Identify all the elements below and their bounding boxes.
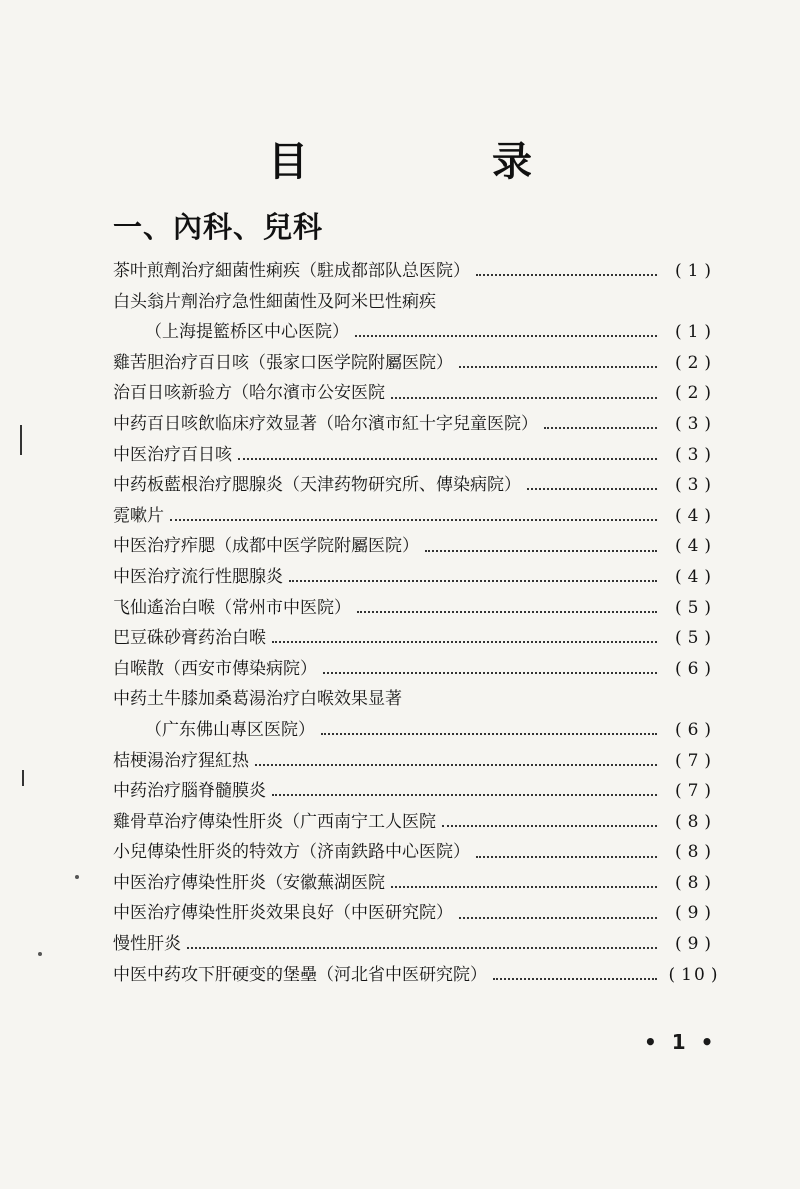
dot-leader <box>476 274 657 276</box>
dot-leader <box>442 825 657 827</box>
toc-entry-page: ( 8 ) <box>674 811 714 832</box>
toc-entry <box>113 684 725 715</box>
toc-entry-title: （广东佛山專区医院） <box>145 719 315 740</box>
toc-entry <box>113 776 725 807</box>
toc-entry-page: ( 8 ) <box>674 842 714 863</box>
toc-entry-title: 雞苦胆治疗百日咳（張家口医学院附屬医院） <box>113 352 453 373</box>
toc-entry-page: ( 4 ) <box>674 505 714 526</box>
toc-entry <box>113 593 725 624</box>
toc-entry-page: ( 4 ) <box>674 566 714 587</box>
toc-entry <box>113 623 725 654</box>
margin-mark <box>20 425 22 455</box>
toc-entry <box>113 409 725 440</box>
toc-entry-page-number: 4 <box>687 505 701 526</box>
toc-entry-title: 中医治疗百日咳 <box>113 444 232 465</box>
toc-entry-title: （上海提籃桥区中心医院） <box>145 322 349 343</box>
dot-leader <box>321 733 657 735</box>
dot-leader <box>187 947 657 949</box>
toc-entry-page-number: 3 <box>687 475 701 496</box>
toc-entry-page: ( 6 ) <box>674 658 714 679</box>
toc-entry <box>113 348 725 379</box>
toc-entry <box>113 746 725 777</box>
toc-entry <box>113 898 725 929</box>
toc-entry-page-number: 3 <box>687 444 701 465</box>
dot-leader <box>391 397 657 399</box>
toc-entry-title: 桔梗湯治疗猩紅热 <box>113 750 249 771</box>
toc-entry-page-number: 9 <box>687 903 701 924</box>
table-of-contents <box>113 256 725 990</box>
toc-entry-page-number: 5 <box>687 597 701 618</box>
toc-entry-page: ( 9 ) <box>674 934 714 955</box>
toc-entry-title: 中医中药攻下肝硬变的堡壘（河北省中医研究院） <box>113 964 487 985</box>
dot-leader <box>459 366 657 368</box>
toc-entry-page-number: 2 <box>687 352 701 373</box>
toc-entry-page: ( 3 ) <box>674 413 714 434</box>
dot-leader <box>289 580 657 582</box>
toc-entry-title: 中药土牛膝加桑葛湯治疗白喉效果显著 <box>113 689 402 710</box>
toc-entry-page: ( 6 ) <box>674 719 714 740</box>
toc-entry-title: 中医治疗流行性腮腺炎 <box>113 566 283 587</box>
toc-entry <box>113 470 725 501</box>
toc-entry-page: ( 7 ) <box>674 750 714 771</box>
toc-entry-page: ( 5 ) <box>674 628 714 649</box>
toc-entry-page: ( 2 ) <box>674 383 714 404</box>
toc-entry-title: 中医治疗痄腮（成都中医学院附屬医院） <box>113 536 419 557</box>
dot-leader <box>255 764 657 766</box>
dot-leader <box>459 917 657 919</box>
toc-entry-title: 中医治疗傳染性肝炎（安徽蕪湖医院 <box>113 872 385 893</box>
toc-entry-title: 慢性肝炎 <box>113 934 181 955</box>
toc-entry-page: ( 8 ) <box>674 872 714 893</box>
toc-entry-page-number: 9 <box>687 934 701 955</box>
toc-entry-title: 霓嗽片 <box>113 505 164 526</box>
toc-entry-page-number: 2 <box>687 383 701 404</box>
dot-leader <box>170 519 657 521</box>
toc-entry-page: ( 3 ) <box>674 475 714 496</box>
toc-entry-title: 茶叶煎劑治疗細菌性痢疾（駐成都部队总医院） <box>113 261 470 281</box>
toc-entry <box>113 715 725 746</box>
dot-leader <box>425 550 657 552</box>
toc-entry-title: 白头翁片劑治疗急性細菌性及阿米巴性痢疾 <box>113 291 436 312</box>
toc-entry-title: 中药板藍根治疗腮腺炎（天津药物研究所、傳染病院） <box>113 475 521 496</box>
toc-entry-page-number: 1 <box>687 261 701 281</box>
toc-entry-title: 中医治疗傳染性肝炎效果良好（中医研究院） <box>113 903 453 924</box>
dot-leader <box>527 488 657 490</box>
toc-entry-page-number: 8 <box>687 811 701 832</box>
toc-entry <box>113 256 725 287</box>
toc-entry-page: ( 1 ) <box>674 322 714 343</box>
dot-leader <box>355 335 657 337</box>
toc-entry-page-number: 7 <box>687 750 701 771</box>
toc-entry-page-number: 10 <box>681 964 707 985</box>
toc-entry-page-number: 4 <box>687 566 701 587</box>
toc-entry-page-number: 6 <box>687 658 701 679</box>
dot-leader <box>272 641 657 643</box>
toc-entry <box>113 654 725 685</box>
speck <box>38 952 42 956</box>
toc-entry <box>113 837 725 868</box>
toc-entry-page: ( 10 ) <box>668 964 720 985</box>
toc-entry-page: ( 7 ) <box>674 781 714 802</box>
toc-entry-page-number: 5 <box>687 628 701 649</box>
toc-entry-page-number: 7 <box>687 781 701 802</box>
toc-entry <box>113 440 725 471</box>
toc-entry-page-number: 6 <box>687 719 701 740</box>
dot-leader <box>476 856 657 858</box>
toc-entry <box>113 807 725 838</box>
toc-entry <box>113 929 725 960</box>
dot-leader <box>544 427 657 429</box>
toc-entry <box>113 531 725 562</box>
speck <box>75 875 79 879</box>
toc-entry-page-number: 4 <box>687 536 701 557</box>
dot-leader <box>493 978 657 980</box>
dot-leader <box>238 458 657 460</box>
toc-entry-page: ( 3 ) <box>674 444 714 465</box>
dot-leader <box>323 672 657 674</box>
toc-entry <box>113 287 725 318</box>
toc-entry <box>113 868 725 899</box>
toc-entry-page-number: 1 <box>687 322 701 343</box>
toc-entry-page: ( 1 ) <box>674 261 714 281</box>
toc-entry-title: 中药治疗腦脊髓膜炎 <box>113 781 266 802</box>
dot-leader <box>357 611 657 613</box>
dot-leader <box>391 886 657 888</box>
toc-entry-title: 治百日咳新验方（哈尔濱市公安医院 <box>113 383 385 404</box>
section-heading: 一、內科、兒科 <box>113 210 324 244</box>
toc-entry-title: 中药百日咳飲临床疗效显著（哈尔濱市紅十字兒童医院） <box>113 413 538 434</box>
toc-entry-page-number: 3 <box>687 413 701 434</box>
toc-entry-title: 雞骨草治疗傳染性肝炎（广西南宁工人医院 <box>113 811 436 832</box>
toc-entry-page-number: 8 <box>687 842 701 863</box>
dot-leader <box>272 794 657 796</box>
toc-entry <box>113 317 725 348</box>
page-title: 目 录 <box>268 139 604 185</box>
toc-entry-page: ( 2 ) <box>674 352 714 373</box>
toc-entry-page-number: 8 <box>687 872 701 893</box>
toc-entry-title: 小兒傳染性肝炎的特效方（济南鉄路中心医院） <box>113 842 470 863</box>
toc-entry-page: ( 4 ) <box>674 536 714 557</box>
toc-entry-page: ( 9 ) <box>674 903 714 924</box>
page-number: • 1 • <box>644 1030 718 1054</box>
toc-entry-title: 飞仙遙治白喉（常州市中医院） <box>113 597 351 618</box>
toc-entry-title: 白喉散（西安市傳染病院） <box>113 658 317 679</box>
toc-entry <box>113 960 725 991</box>
toc-entry-title: 巴豆硃砂膏药治白喉 <box>113 628 266 649</box>
toc-entry <box>113 562 725 593</box>
margin-mark <box>22 770 24 786</box>
toc-entry <box>113 378 725 409</box>
toc-entry <box>113 501 725 532</box>
toc-entry-page: ( 5 ) <box>674 597 714 618</box>
